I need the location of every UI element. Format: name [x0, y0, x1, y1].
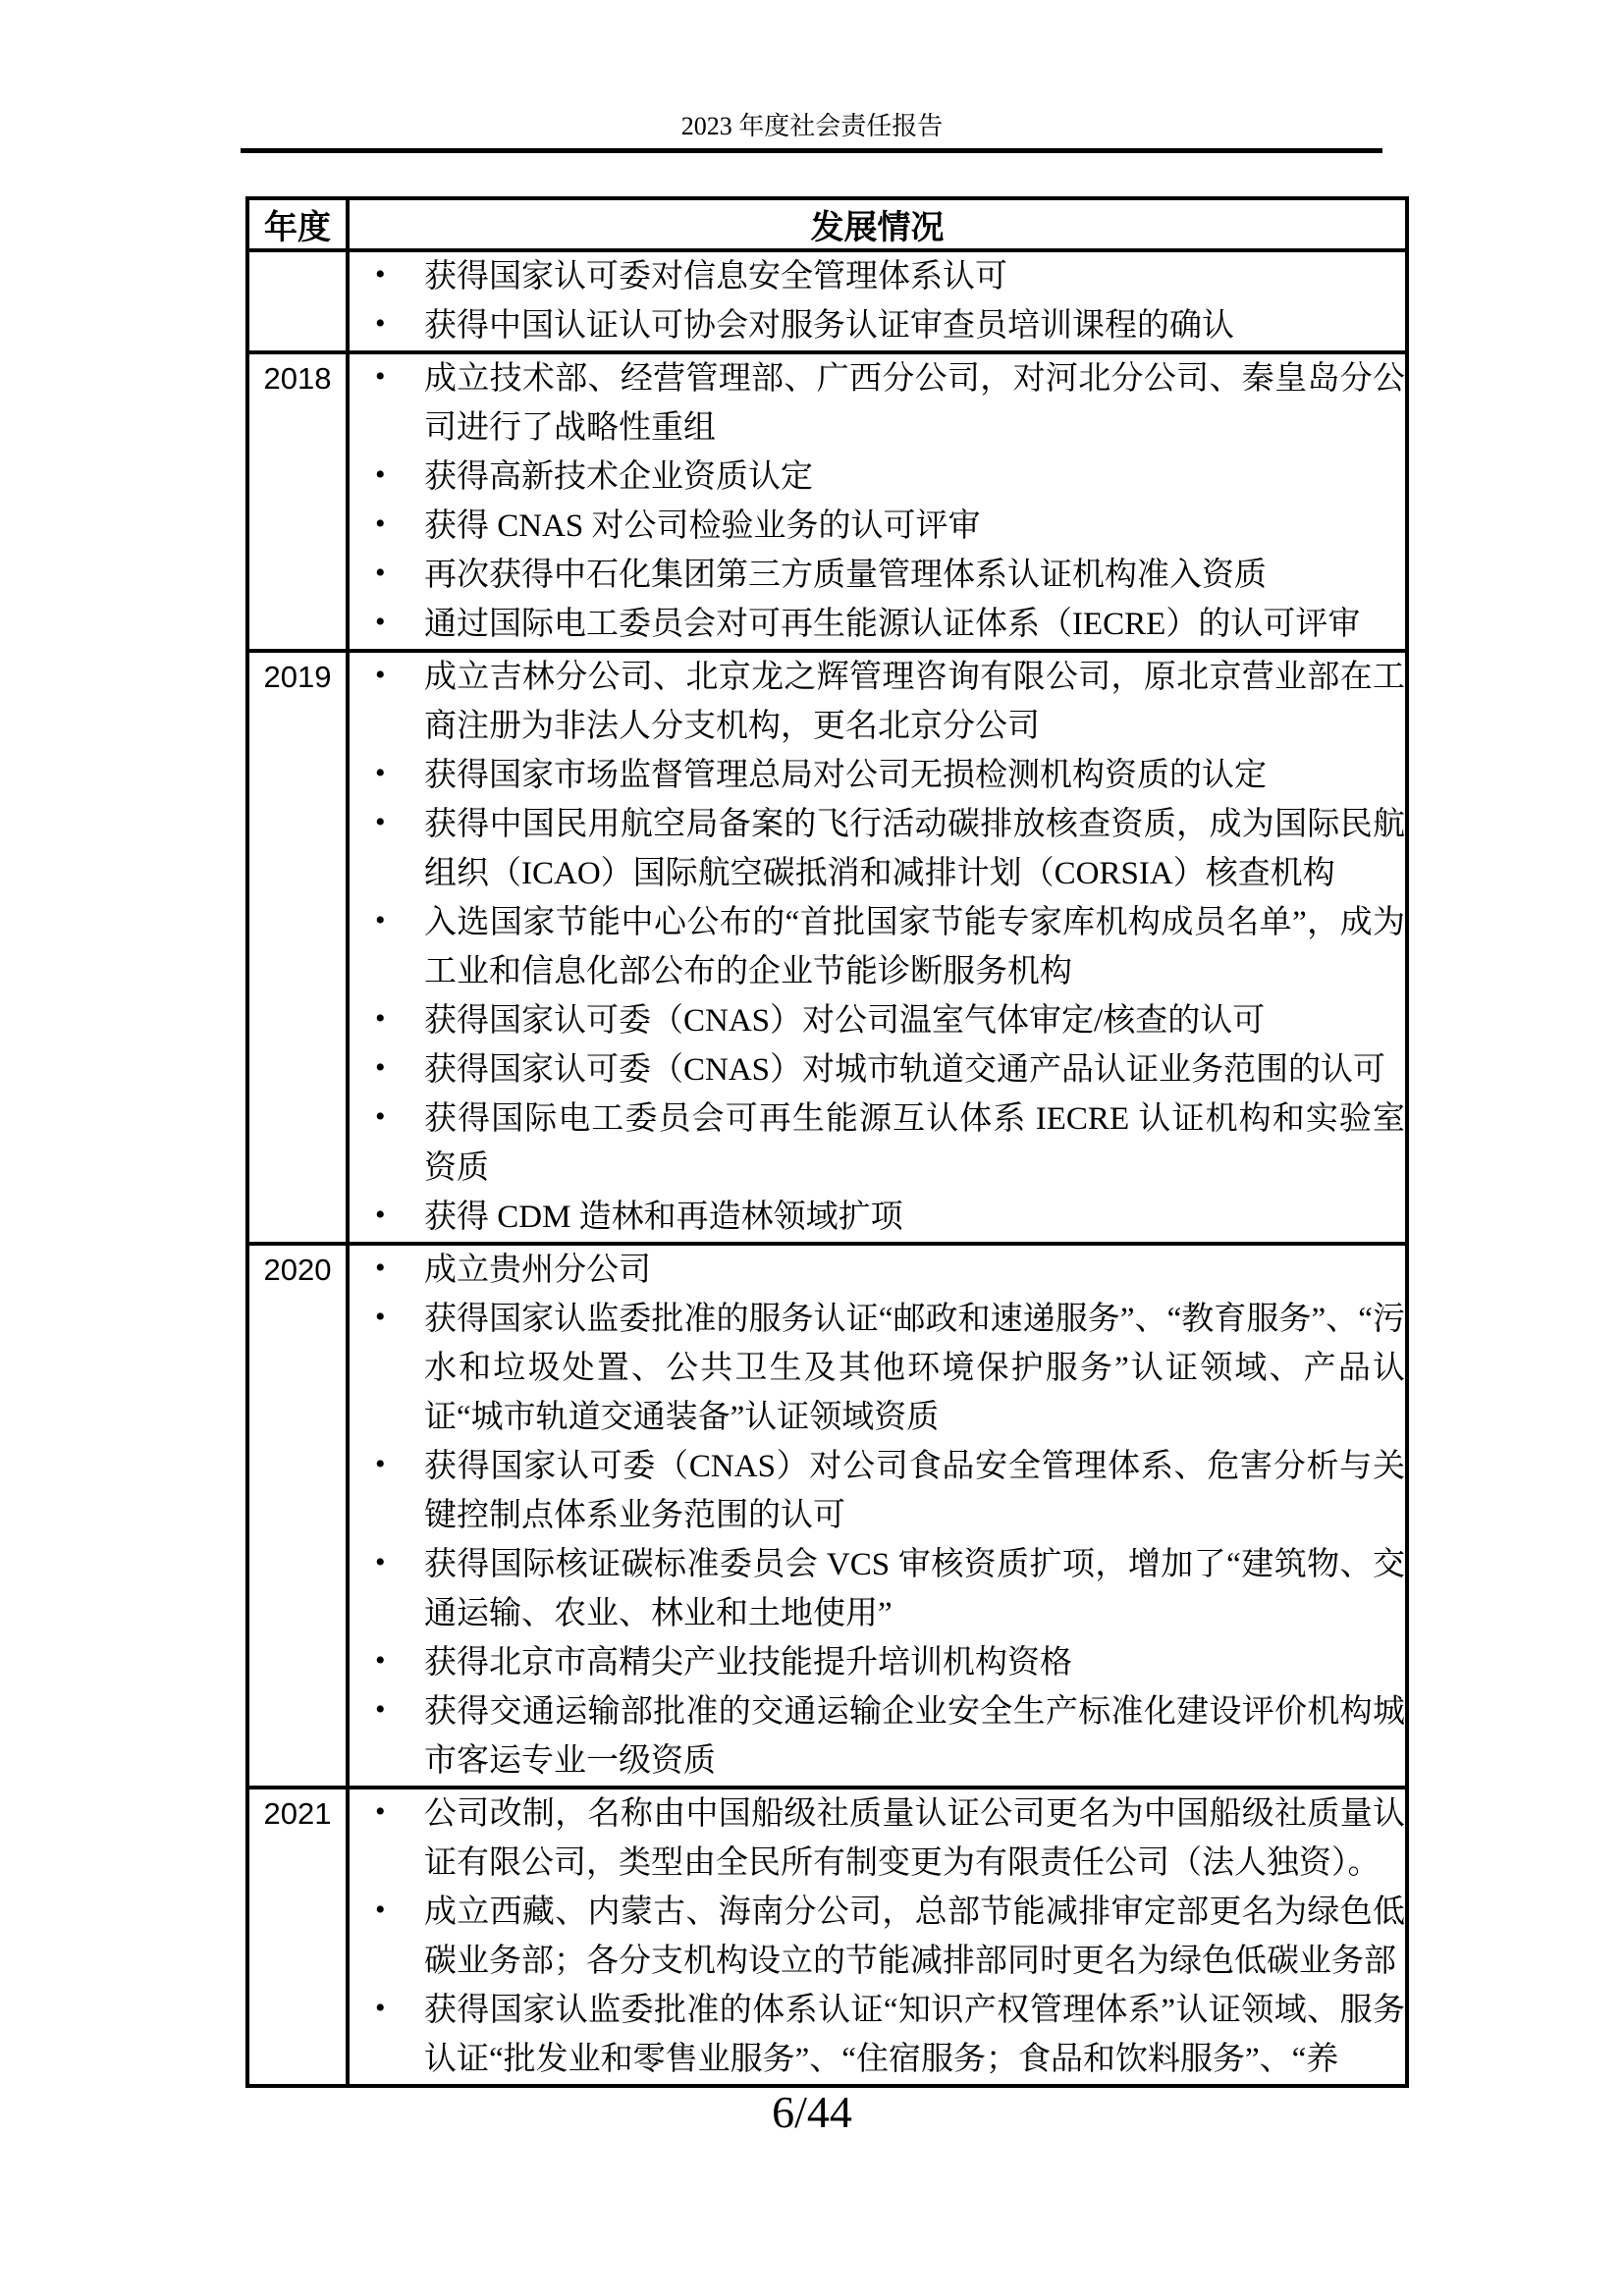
- development-item: [350, 653, 1405, 751]
- development-item-text: 获得 CNAS 对公司检验业务的认可评审: [424, 508, 981, 544]
- bullet-icon: •: [375, 1051, 386, 1084]
- development-item-text: 获得中国认证认可协会对服务认证审查员培训课程的确认: [424, 308, 1234, 344]
- bullet-icon: •: [375, 360, 386, 393]
- development-item-text: 获得国家认可委（CNAS）对公司温室气体审定/核查的认可: [424, 1003, 1266, 1039]
- table-body: [247, 250, 1407, 2086]
- development-item: [350, 1095, 1405, 1193]
- report-title: 2023 年度社会责任报告: [680, 112, 944, 140]
- development-item: [350, 800, 1405, 898]
- development-item: [350, 1442, 1405, 1540]
- development-item-text: 获得高新技术企业资质认定: [424, 459, 813, 495]
- development-item: [350, 1687, 1405, 1786]
- development-items-cell: [348, 1244, 1407, 1788]
- column-header-year: 年度: [247, 198, 348, 250]
- table-row: [247, 651, 1407, 1244]
- year-cell: [247, 250, 348, 352]
- development-item: [350, 1540, 1405, 1638]
- bullet-icon: •: [375, 1002, 386, 1035]
- development-item-text: 获得国家认可委（CNAS）对城市轨道交通产品认证业务范围的认可: [424, 1052, 1386, 1088]
- page-number: 6/44: [772, 2087, 852, 2137]
- table-header-row: [247, 198, 1407, 250]
- development-item: [350, 1246, 1405, 1295]
- bullet-icon: •: [375, 806, 386, 838]
- bullet-icon: •: [375, 757, 386, 789]
- development-item-text: 获得北京市高精尖产业技能提升培训机构资格: [424, 1645, 1072, 1681]
- development-item-text: 通过国际电工委员会对可再生能源认证体系（IECRE）的认可评审: [424, 607, 1361, 642]
- bullet-icon: •: [375, 1894, 386, 1926]
- development-item: [350, 1193, 1405, 1242]
- bullet-icon: •: [375, 1546, 386, 1578]
- bullet-icon: •: [375, 507, 386, 540]
- development-item: [350, 502, 1405, 551]
- development-item: [350, 354, 1405, 453]
- table-row: [247, 1244, 1407, 1788]
- table-row: [247, 352, 1407, 651]
- bullet-icon: •: [375, 258, 386, 291]
- bullet-icon: •: [375, 1301, 386, 1333]
- development-item-text: 获得国家认可委（CNAS）对公司食品安全管理体系、危害分析与关键控制点体系业务范围的认可: [424, 1449, 1405, 1533]
- development-item-text: 获得国际核证碳标准委员会 VCS 审核资质扩项，增加了“建筑物、交通运输、农业、林业和土地使用”: [424, 1547, 1405, 1631]
- development-item: [350, 1986, 1405, 2084]
- development-item: [350, 600, 1405, 649]
- year-cell: 2021: [247, 1788, 348, 2086]
- bullet-icon: •: [375, 1448, 386, 1480]
- development-item-text: 获得国际电工委员会可再生能源互认体系 IECRE 认证机构和实验室资质: [424, 1101, 1405, 1186]
- year-cell: 2020: [247, 1244, 348, 1788]
- development-item-text: 成立技术部、经营管理部、广西分公司，对河北分公司、秦皇岛分公司进行了战略性重组: [424, 361, 1405, 446]
- development-item: [350, 1888, 1405, 1986]
- development-item: [350, 551, 1405, 600]
- development-item: [350, 301, 1405, 350]
- bullet-icon: •: [375, 1252, 386, 1284]
- development-items-cell: [348, 352, 1407, 651]
- bullet-icon: •: [375, 1693, 386, 1726]
- year-cell: 2019: [247, 651, 348, 1244]
- page-footer: [0, 2083, 1624, 2142]
- table-row: [247, 1788, 1407, 2086]
- development-item-text: 成立吉林分公司、北京龙之辉管理咨询有限公司，原北京营业部在工商注册为非法人分支机构，更名北京分公司: [424, 660, 1405, 744]
- development-item: [350, 1295, 1405, 1442]
- bullet-icon: •: [375, 1100, 386, 1133]
- bullet-icon: •: [375, 307, 386, 340]
- development-item: [350, 1045, 1405, 1095]
- development-item-text: 公司改制，名称由中国船级社质量认证公司更名为中国船级社质量认证有限公司，类型由全民所有制变更为有限责任公司（法人独资）。: [424, 1796, 1405, 1881]
- development-item-text: 获得国家认可委对信息安全管理体系认可: [424, 259, 1007, 294]
- table-row: [247, 250, 1407, 352]
- column-header-development: 发展情况: [348, 198, 1407, 250]
- development-item: [350, 898, 1405, 996]
- bullet-icon: •: [375, 606, 386, 638]
- development-history-table: [245, 196, 1409, 2088]
- development-item-text: 获得 CDM 造林和再造林领域扩项: [424, 1200, 903, 1235]
- bullet-icon: •: [375, 904, 386, 936]
- development-items-cell: [348, 651, 1407, 1244]
- development-item-text: 获得国家市场监督管理总局对公司无损检测机构资质的认定: [424, 758, 1267, 793]
- development-item-text: 入选国家节能中心公布的“首批国家节能专家库机构成员名单”，成为工业和信息化部公布的企业节能诊断服务机构: [424, 905, 1405, 989]
- bullet-icon: •: [375, 1992, 386, 2024]
- development-item-text: 再次获得中石化集团第三方质量管理体系认证机构准入资质: [424, 558, 1267, 593]
- bullet-icon: •: [375, 1199, 386, 1231]
- development-item-text: 获得中国民用航空局备案的飞行活动碳排放核查资质，成为国际民航组织（ICAO）国际航空碳抵消和减排计划（CORSIA）核查机构: [424, 807, 1405, 891]
- bullet-icon: •: [375, 557, 386, 589]
- table-header: [247, 198, 1407, 250]
- bullet-icon: •: [375, 659, 386, 691]
- development-item-text: 获得国家认监委批准的体系认证“知识产权管理体系”认证领域、服务认证“批发业和零售业服务”、“住宿服务；食品和饮料服务”、“养: [424, 1993, 1405, 2077]
- header-rule: [241, 148, 1382, 153]
- bullet-icon: •: [375, 458, 386, 491]
- bullet-icon: •: [375, 1644, 386, 1677]
- development-item: [350, 751, 1405, 800]
- development-item-text: 获得国家认监委批准的服务认证“邮政和速递服务”、“教育服务”、“污水和垃圾处置、公共卫生及其他环境保护服务”认证领域、产品认证“城市轨道交通装备”认证领域资质: [424, 1302, 1405, 1435]
- year-cell: 2018: [247, 352, 348, 651]
- development-item: [350, 996, 1405, 1045]
- development-item-text: 成立贵州分公司: [424, 1253, 651, 1288]
- development-item: [350, 453, 1405, 502]
- development-item: [350, 1638, 1405, 1687]
- development-item-text: 成立西藏、内蒙古、海南分公司，总部节能减排审定部更名为绿色低碳业务部；各分支机构设立的节能减排部同时更名为绿色低碳业务部: [424, 1895, 1405, 1979]
- development-item: [350, 252, 1405, 301]
- development-items-cell: [348, 1788, 1407, 2086]
- development-item-text: 获得交通运输部批准的交通运输企业安全生产标准化建设评价机构城市客运专业一级资质: [424, 1694, 1405, 1779]
- development-items-cell: [348, 250, 1407, 352]
- development-item: [350, 1789, 1405, 1888]
- bullet-icon: •: [375, 1795, 386, 1828]
